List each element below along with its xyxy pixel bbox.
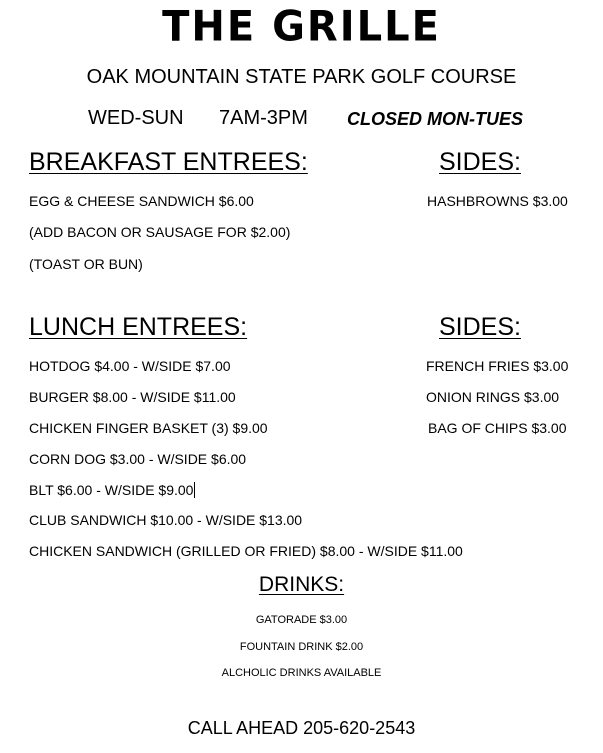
lunch-item: CHICKEN SANDWICH (GRILLED OR FRIED) $8.00 - W/SIDE $11.00 bbox=[29, 543, 463, 559]
breakfast-item: (ADD BACON OR SAUSAGE FOR $2.00) bbox=[29, 224, 291, 240]
menu-title: THE GRILLE bbox=[162, 2, 441, 52]
closed-days: CLOSED MON-TUES bbox=[347, 109, 524, 129]
lunch-item: CORN DOG $3.00 - W/SIDE $6.00 bbox=[29, 451, 247, 467]
breakfast-item: (TOAST OR BUN) bbox=[29, 256, 143, 272]
venue-subtitle: OAK MOUNTAIN STATE PARK GOLF COURSE bbox=[86, 66, 517, 88]
breakfast-item: EGG & CHEESE SANDWICH $6.00 bbox=[29, 193, 254, 209]
text-cursor bbox=[194, 482, 195, 498]
call-ahead-phone: CALL AHEAD 205-620-2543 bbox=[187, 718, 416, 738]
open-days: WED-SUN bbox=[88, 107, 184, 129]
breakfast-heading: BREAKFAST ENTREES: bbox=[29, 148, 308, 176]
lunch-item: CLUB SANDWICH $10.00 - W/SIDE $13.00 bbox=[29, 512, 303, 528]
lunch-side-item: FRENCH FRIES $3.00 bbox=[426, 358, 569, 374]
drink-item: ALCHOLIC DRINKS AVAILABLE bbox=[221, 667, 382, 679]
lunch-item: CHICKEN FINGER BASKET (3) $9.00 bbox=[29, 420, 268, 436]
drinks-heading: DRINKS: bbox=[258, 573, 345, 596]
open-hours: 7AM-3PM bbox=[219, 107, 308, 129]
drink-item: GATORADE $3.00 bbox=[255, 614, 348, 626]
lunch-item: BURGER $8.00 - W/SIDE $11.00 bbox=[29, 389, 236, 405]
lunch-side-item: BAG OF CHIPS $3.00 bbox=[428, 420, 567, 436]
breakfast-side-item: HASHBROWNS $3.00 bbox=[427, 193, 568, 209]
lunch-heading: LUNCH ENTREES: bbox=[29, 313, 248, 341]
lunch-item: HOTDOG $4.00 - W/SIDE $7.00 bbox=[29, 358, 231, 374]
breakfast-sides-heading: SIDES: bbox=[439, 148, 521, 176]
lunch-item: BLT $6.00 - W/SIDE $9.00 bbox=[29, 482, 194, 498]
lunch-side-item: ONION RINGS $3.00 bbox=[426, 389, 560, 405]
lunch-item-with-cursor bbox=[29, 482, 195, 498]
lunch-sides-heading: SIDES: bbox=[439, 313, 521, 341]
drink-item: FOUNTAIN DRINK $2.00 bbox=[239, 641, 364, 653]
